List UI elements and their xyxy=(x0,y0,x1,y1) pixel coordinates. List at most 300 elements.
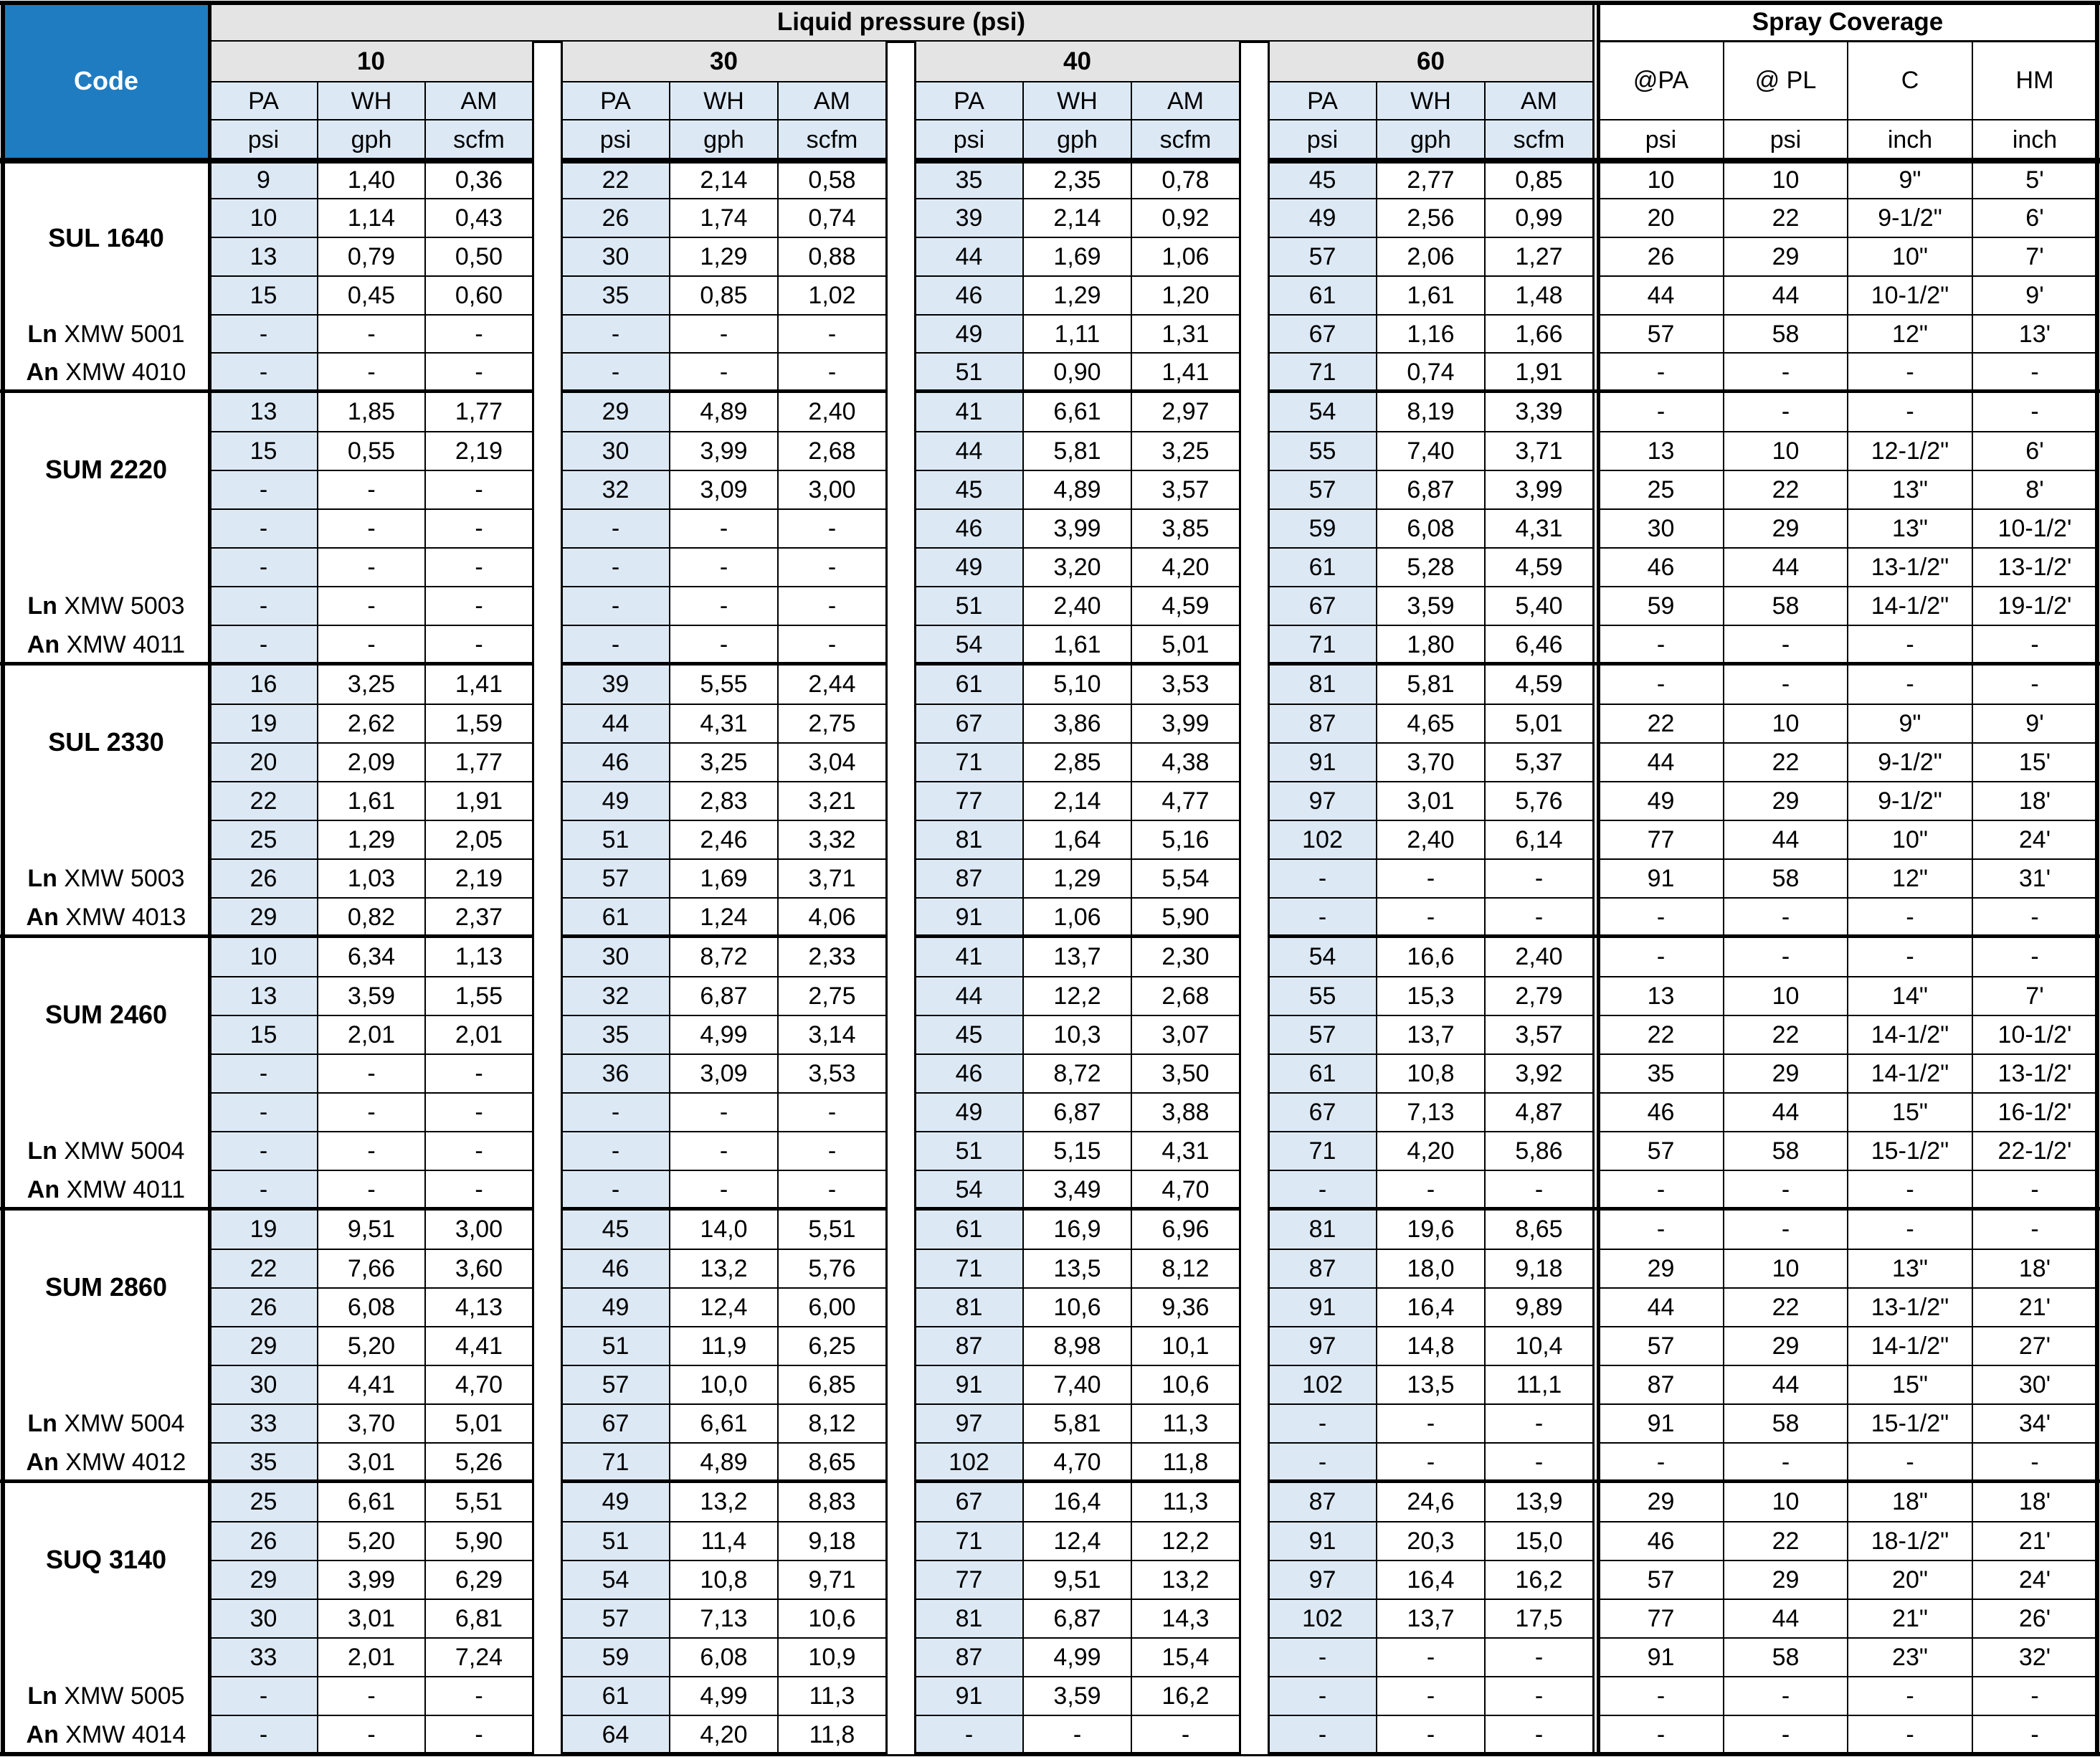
table-cell: 41 xyxy=(955,942,983,970)
table-cell: 5,15 xyxy=(1053,1137,1101,1165)
coverage-column-header: C xyxy=(1901,67,1919,94)
table-cell: 9' xyxy=(2025,710,2044,737)
table-cell: 55 xyxy=(1308,982,1336,1010)
table-cell: 10" xyxy=(1892,826,1928,853)
table-cell: 3,01 xyxy=(347,1448,396,1476)
table-cell: 35 xyxy=(1647,1060,1675,1087)
grid-line xyxy=(915,625,1240,626)
grid-line xyxy=(886,41,915,43)
table-cell: 4,77 xyxy=(1161,787,1210,815)
table-cell: 7' xyxy=(2025,982,2044,1010)
table-cell: - xyxy=(719,592,728,620)
table-cell: 26 xyxy=(1647,243,1675,270)
table-cell: 16 xyxy=(250,670,277,698)
table-cell: 102 xyxy=(949,1448,989,1476)
grid-line xyxy=(1268,508,1593,510)
grid-line xyxy=(561,237,886,238)
table-cell: 57 xyxy=(1308,1021,1336,1048)
table-cell: 57 xyxy=(1647,1566,1675,1593)
table-cell: 1,27 xyxy=(1515,243,1563,270)
table-cell: 4,31 xyxy=(1515,515,1563,542)
table-cell: 81 xyxy=(1308,670,1336,698)
table-cell: - xyxy=(475,476,483,503)
table-cell: 1,85 xyxy=(347,397,396,425)
grid-line xyxy=(209,1403,533,1405)
grid-line xyxy=(777,82,779,1754)
table-cell: 1,14 xyxy=(347,204,396,232)
table-cell: - xyxy=(367,1682,376,1710)
an-part-number: XMW 4014 xyxy=(65,1721,186,1748)
table-cell: 22 xyxy=(1647,710,1675,737)
table-cell: 58 xyxy=(1772,1137,1800,1165)
table-cell: 16-1/2' xyxy=(1997,1099,2072,1126)
outer-border-right xyxy=(2095,3,2099,1754)
grid-line xyxy=(915,314,1240,316)
table-cell: - xyxy=(475,1175,483,1203)
table-cell: 10-1/2" xyxy=(1871,282,1949,309)
table-cell: 2,33 xyxy=(808,942,856,970)
grid-line xyxy=(209,742,533,744)
coverage-column-unit: psi xyxy=(1645,126,1677,153)
nozzle-code: SUM 2220 xyxy=(44,454,168,484)
table-cell: 19-1/2' xyxy=(1997,592,2072,620)
table-cell: 6,61 xyxy=(700,1410,748,1437)
table-cell: 5,01 xyxy=(1515,710,1563,737)
table-cell: - xyxy=(1906,358,1914,386)
table-cell: 91 xyxy=(1647,1410,1675,1437)
table-cell: 10,8 xyxy=(1407,1060,1455,1087)
grid-line xyxy=(561,1326,886,1327)
table-cell: 13,2 xyxy=(700,1255,748,1282)
table-cell: 3,99 xyxy=(1161,710,1210,737)
table-cell: 11,3 xyxy=(1162,1487,1209,1515)
an-part-number: XMW 4011 xyxy=(66,630,186,658)
table-cell: 26 xyxy=(250,1294,277,1321)
table-cell: 24' xyxy=(2018,826,2051,853)
table-cell: 45 xyxy=(955,476,983,503)
table-cell: 2,14 xyxy=(700,166,748,194)
table-cell: 5,01 xyxy=(1161,630,1210,658)
table-cell: - xyxy=(367,320,376,348)
table-cell: 54 xyxy=(955,1175,983,1203)
table-cell: 13,2 xyxy=(1161,1566,1210,1593)
grid-line xyxy=(1268,1287,1593,1289)
table-cell: 51 xyxy=(602,1528,629,1555)
grid-line xyxy=(1268,314,1593,316)
grid-line xyxy=(209,1053,533,1055)
grid-line xyxy=(915,1676,1240,1677)
grid-line xyxy=(1268,547,1593,549)
table-cell: - xyxy=(1426,1448,1435,1476)
nozzle-an-line xyxy=(3,1170,209,1208)
grid-line xyxy=(209,820,533,821)
table-cell: 10,1 xyxy=(1161,1332,1210,1360)
table-cell: 7' xyxy=(2025,243,2044,270)
table-cell: 30 xyxy=(250,1605,277,1632)
grid-line xyxy=(1268,41,1270,1754)
table-cell: 13 xyxy=(250,982,277,1010)
code-column-border xyxy=(208,3,212,1754)
table-cell: 61 xyxy=(1308,1060,1336,1087)
grid-line xyxy=(915,1326,1240,1327)
grid-line xyxy=(1268,431,1593,432)
table-cell: 13" xyxy=(1892,476,1928,503)
table-cell: 0,74 xyxy=(1407,358,1455,386)
table-cell: 12,2 xyxy=(1161,1528,1210,1555)
table-cell: 35 xyxy=(250,1448,277,1476)
coverage-column-unit: inch xyxy=(1887,126,1933,153)
table-cell: - xyxy=(1781,1721,1790,1748)
table-cell: 29 xyxy=(1647,1255,1675,1282)
grid-line xyxy=(915,1053,1240,1055)
table-cell: - xyxy=(1906,1682,1914,1710)
table-cell: 26 xyxy=(250,1528,277,1555)
table-cell: 61 xyxy=(1308,282,1336,309)
table-cell: 10,4 xyxy=(1515,1332,1563,1360)
table-cell: 11,4 xyxy=(700,1528,747,1555)
grid-line xyxy=(561,1560,886,1561)
table-cell: 5,28 xyxy=(1407,554,1455,581)
spray-coverage-title: Spray Coverage xyxy=(1752,8,1944,36)
table-cell: - xyxy=(1318,1448,1327,1476)
table-cell: - xyxy=(1656,1175,1666,1203)
table-cell: 1,66 xyxy=(1515,320,1563,348)
table-cell: 54 xyxy=(955,630,983,658)
table-cell: 44 xyxy=(955,243,983,270)
table-cell: 13 xyxy=(250,243,277,270)
table-cell: 6,29 xyxy=(455,1566,503,1593)
table-cell: 11,8 xyxy=(809,1721,855,1748)
outer-border-bottom xyxy=(0,1752,2100,1756)
grid-line xyxy=(561,1637,886,1639)
table-cell: 21' xyxy=(2018,1528,2051,1555)
table-cell: 22 xyxy=(1772,749,1800,776)
grid-line xyxy=(915,81,1240,82)
table-cell: 16,9 xyxy=(1053,1215,1101,1243)
table-cell: 13" xyxy=(1892,515,1928,542)
table-cell: 46 xyxy=(1647,554,1675,581)
table-cell: 58 xyxy=(1772,865,1800,892)
grid-line xyxy=(915,1560,1240,1561)
grid-line xyxy=(561,625,886,626)
an-label: An xyxy=(26,1721,59,1748)
column-header: WH xyxy=(1410,87,1451,115)
table-cell: 5,26 xyxy=(455,1448,503,1476)
table-cell: 4,89 xyxy=(700,397,748,425)
grid-line xyxy=(209,897,533,899)
table-cell: 3,04 xyxy=(808,749,856,776)
table-cell: 14" xyxy=(1892,982,1928,1010)
grid-line xyxy=(561,198,886,199)
table-cell: 4,70 xyxy=(1053,1448,1101,1476)
table-cell: - xyxy=(367,1175,376,1203)
table-cell: - xyxy=(1781,358,1790,386)
table-cell: - xyxy=(1656,358,1666,386)
table-cell: 6,87 xyxy=(1053,1605,1101,1632)
table-cell: 3,59 xyxy=(347,982,396,1010)
table-cell: 1,77 xyxy=(455,749,503,776)
ln-label: Ln xyxy=(27,320,57,348)
table-cell: 9,18 xyxy=(808,1528,856,1555)
table-cell: 14-1/2" xyxy=(1871,1332,1949,1360)
table-cell: 4,99 xyxy=(1053,1644,1101,1671)
table-cell: 87 xyxy=(955,1644,983,1671)
table-cell: 91 xyxy=(955,903,983,931)
table-cell: 3,25 xyxy=(700,749,748,776)
table-cell: 39 xyxy=(602,670,629,698)
table-cell: 1,48 xyxy=(1515,282,1563,309)
table-cell: 44 xyxy=(602,710,629,737)
table-cell: 46 xyxy=(602,1255,629,1282)
table-cell: 2,35 xyxy=(1053,166,1101,194)
table-cell: 57 xyxy=(602,865,629,892)
table-cell: - xyxy=(827,592,837,620)
grid-line xyxy=(1268,742,1593,744)
table-cell: 3,70 xyxy=(347,1410,396,1437)
column-header: PA xyxy=(954,87,984,115)
table-cell: 22 xyxy=(1647,1021,1675,1048)
grid-line xyxy=(561,1365,886,1366)
table-cell: 46 xyxy=(955,282,983,309)
table-cell: 2,01 xyxy=(347,1021,396,1048)
grid-line xyxy=(561,1521,886,1522)
table-cell: 44 xyxy=(1772,1605,1800,1632)
nozzle-ln-line xyxy=(3,1132,209,1170)
table-cell: 1,61 xyxy=(347,787,396,815)
table-cell: 6' xyxy=(2025,204,2044,232)
table-cell: 29 xyxy=(250,1566,277,1593)
coverage-column-header: @PA xyxy=(1633,67,1689,94)
table-cell: 6,87 xyxy=(1407,476,1455,503)
grid-line xyxy=(1268,119,1593,120)
column-header: WH xyxy=(703,87,744,115)
group-gap-0 xyxy=(533,41,561,1754)
pressure-group-1: 30 xyxy=(710,47,738,75)
table-cell: 2,37 xyxy=(455,903,503,931)
table-cell: - xyxy=(611,1137,620,1165)
table-cell: 0,82 xyxy=(347,903,396,931)
table-cell: 1,03 xyxy=(347,865,396,892)
table-cell: 11,1 xyxy=(1516,1371,1562,1398)
table-cell: - xyxy=(1426,1644,1435,1671)
table-cell: 91 xyxy=(1308,1294,1336,1321)
table-cell: 91 xyxy=(1647,1644,1675,1671)
table-cell: - xyxy=(1656,670,1666,698)
outer-border-top xyxy=(0,1,2100,5)
table-cell: 49 xyxy=(955,320,983,348)
table-cell: 21" xyxy=(1892,1605,1928,1632)
table-cell: 23" xyxy=(1892,1644,1928,1671)
table-cell: 2,01 xyxy=(455,1021,503,1048)
grid-line xyxy=(209,1015,533,1016)
table-cell: 13,5 xyxy=(1053,1255,1101,1282)
table-cell: - xyxy=(611,630,620,658)
table-cell: 13,7 xyxy=(1053,942,1101,970)
table-cell: 22-1/2' xyxy=(1997,1137,2072,1165)
table-cell: 44 xyxy=(1772,282,1800,309)
table-cell: 4,59 xyxy=(1515,670,1563,698)
table-cell: 51 xyxy=(602,1332,629,1360)
table-cell: 5,76 xyxy=(808,1255,856,1282)
table-cell: - xyxy=(964,1721,974,1748)
table-cell: 22 xyxy=(1772,1021,1800,1048)
grid-line xyxy=(561,1131,886,1132)
grid-line xyxy=(915,820,1240,821)
table-cell: 5,51 xyxy=(808,1215,856,1243)
table-cell: 71 xyxy=(1308,358,1336,386)
grid-line xyxy=(209,1637,533,1639)
table-cell: 2,79 xyxy=(1515,982,1563,1010)
table-cell: 1,13 xyxy=(455,942,503,970)
grid-line xyxy=(209,431,533,432)
table-cell: 12" xyxy=(1892,320,1928,348)
grid-line xyxy=(209,1560,533,1561)
table-cell: - xyxy=(259,592,268,620)
table-cell: 29 xyxy=(250,903,277,931)
table-cell: 29 xyxy=(1772,787,1800,815)
table-cell: 3,60 xyxy=(455,1255,503,1282)
table-cell: 2,68 xyxy=(1161,982,1210,1010)
table-cell: 30 xyxy=(602,942,629,970)
grid-line xyxy=(561,897,886,899)
table-cell: - xyxy=(2030,358,2039,386)
table-cell: 4,06 xyxy=(808,903,856,931)
table-cell: 1,40 xyxy=(347,166,396,194)
grid-line xyxy=(1268,1637,1593,1639)
grid-line xyxy=(561,820,886,821)
table-cell: 22 xyxy=(250,1255,277,1282)
table-cell: 3,71 xyxy=(808,865,856,892)
table-cell: 2,40 xyxy=(1407,826,1455,853)
grid-line xyxy=(915,1015,1240,1016)
table-cell: - xyxy=(259,515,268,542)
table-cell: 29 xyxy=(250,1332,277,1360)
table-cell: 2,40 xyxy=(1053,592,1101,620)
table-cell: 64 xyxy=(602,1721,629,1748)
table-cell: 29 xyxy=(602,397,629,425)
table-cell: 5,55 xyxy=(700,670,748,698)
table-cell: 2,19 xyxy=(455,865,503,892)
table-cell: 3,25 xyxy=(1161,437,1210,465)
grid-line xyxy=(1723,41,1724,1754)
block-separator xyxy=(0,934,2100,938)
grid-line xyxy=(209,81,533,82)
grid-line xyxy=(1376,82,1377,1754)
table-cell: - xyxy=(367,554,376,581)
table-cell: 67 xyxy=(1308,592,1336,620)
table-cell: 10,8 xyxy=(700,1566,748,1593)
table-cell: - xyxy=(1318,865,1327,892)
table-cell: - xyxy=(1534,1682,1544,1710)
table-cell: 10,9 xyxy=(808,1644,856,1671)
block-separator xyxy=(0,389,2100,393)
table-cell: 3,53 xyxy=(1161,670,1210,698)
grid-line xyxy=(561,547,886,549)
grid-line xyxy=(915,1092,1240,1094)
table-cell: - xyxy=(367,476,376,503)
table-cell: 0,45 xyxy=(347,282,396,309)
table-cell: 87 xyxy=(955,865,983,892)
table-cell: 44 xyxy=(1772,554,1800,581)
column-unit: scfm xyxy=(1159,126,1212,153)
table-cell: 6,81 xyxy=(455,1605,503,1632)
table-cell: 8' xyxy=(2025,476,2044,503)
grid-line xyxy=(424,82,426,1754)
table-cell: 35 xyxy=(602,282,629,309)
header-bottom-line xyxy=(0,158,2100,161)
table-cell: - xyxy=(1426,1721,1435,1748)
grid-line xyxy=(1022,82,1024,1754)
table-cell: - xyxy=(611,554,620,581)
table-cell: 51 xyxy=(955,1137,983,1165)
grid-line xyxy=(209,1249,533,1250)
an-part-number: XMW 4011 xyxy=(66,1175,186,1203)
grid-line xyxy=(915,198,1240,199)
table-cell: 13 xyxy=(250,397,277,425)
table-cell: 8,72 xyxy=(700,942,748,970)
table-cell: 33 xyxy=(250,1410,277,1437)
grid-line xyxy=(915,586,1240,587)
table-cell: 81 xyxy=(955,1605,983,1632)
table-cell: 0,50 xyxy=(455,243,503,270)
table-cell: 35 xyxy=(955,166,983,194)
table-cell: 0,58 xyxy=(808,166,856,194)
table-cell: - xyxy=(827,1099,837,1126)
table-cell: 0,78 xyxy=(1161,166,1210,194)
table-cell: - xyxy=(475,1137,483,1165)
table-cell: 0,88 xyxy=(808,243,856,270)
coverage-column-header: @ PL xyxy=(1754,67,1817,94)
an-part-number: XMW 4010 xyxy=(65,358,186,386)
table-cell: 6,08 xyxy=(347,1294,396,1321)
table-cell: 5,90 xyxy=(1161,903,1210,931)
table-cell: 9,89 xyxy=(1515,1294,1563,1321)
table-cell: 15,4 xyxy=(1161,1644,1210,1671)
table-cell: 13,7 xyxy=(1407,1605,1455,1632)
table-cell: - xyxy=(827,320,837,348)
table-cell: 97 xyxy=(1308,1332,1336,1360)
grid-line xyxy=(1268,1131,1593,1132)
table-cell: - xyxy=(259,1137,268,1165)
table-cell: 1,29 xyxy=(1053,865,1101,892)
table-cell: 3,09 xyxy=(700,476,748,503)
grid-line xyxy=(209,237,533,238)
table-cell: 0,85 xyxy=(700,282,748,309)
grid-line xyxy=(1268,897,1593,899)
nozzle-an-line xyxy=(3,1715,209,1754)
table-cell: 4,59 xyxy=(1515,554,1563,581)
table-cell: 77 xyxy=(1647,826,1675,853)
table-cell: 5,76 xyxy=(1515,787,1563,815)
grid-line xyxy=(561,508,886,510)
code-header: Code xyxy=(74,66,138,95)
table-cell: 9" xyxy=(1899,710,1921,737)
an-label: An xyxy=(26,358,59,386)
grid-line xyxy=(209,1599,533,1600)
grid-line xyxy=(209,1092,533,1094)
table-cell: - xyxy=(1906,942,1914,970)
grid-line xyxy=(1268,1170,1593,1171)
table-cell: 61 xyxy=(602,1682,629,1710)
table-cell: 1,91 xyxy=(1515,358,1563,386)
grid-line xyxy=(209,1287,533,1289)
table-cell: - xyxy=(1318,1682,1327,1710)
table-cell: 51 xyxy=(955,592,983,620)
table-cell: 57 xyxy=(1308,476,1336,503)
table-cell: 1,31 xyxy=(1161,320,1210,348)
table-cell: 57 xyxy=(1647,1137,1675,1165)
table-cell: - xyxy=(1534,865,1544,892)
